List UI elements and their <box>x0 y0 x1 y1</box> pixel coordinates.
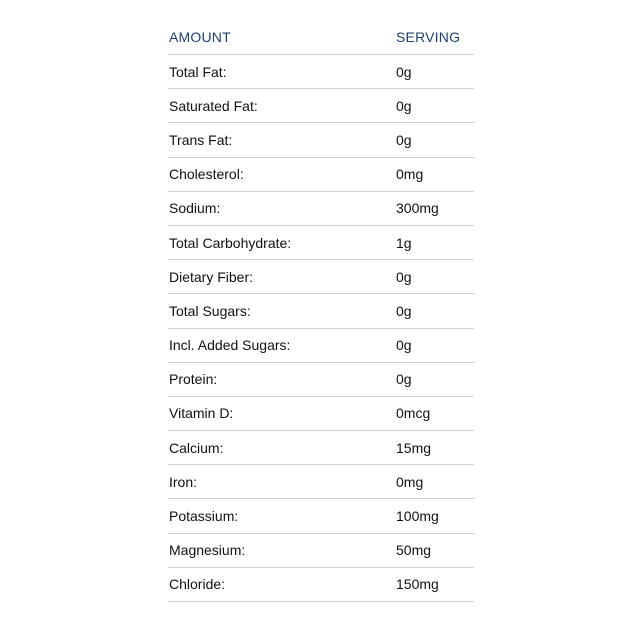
nutrient-value: 300mg <box>396 200 439 217</box>
amount-header: AMOUNT <box>169 29 231 45</box>
nutrient-label: Magnesium: <box>169 542 246 559</box>
table-row <box>168 329 474 363</box>
nutrient-label: Protein: <box>169 371 218 388</box>
serving-header: SERVING <box>396 29 461 45</box>
nutrient-value: 15mg <box>396 439 432 456</box>
table-row <box>168 158 474 192</box>
nutrient-value: 0g <box>396 131 412 148</box>
nutrient-label: Trans Fat: <box>169 131 233 148</box>
nutrient-label: Saturated Fat: <box>169 97 258 114</box>
nutrient-value: 0g <box>396 371 412 388</box>
nutrient-value: 0g <box>396 63 412 80</box>
table-row <box>168 568 474 602</box>
nutrient-value: 0g <box>396 268 412 285</box>
table-row <box>168 534 474 568</box>
nutrient-value: 1g <box>396 234 412 251</box>
nutrient-value: 0mg <box>396 473 424 490</box>
nutrient-label: Chloride: <box>169 576 226 593</box>
nutrient-value: 0g <box>396 337 412 354</box>
nutrition-table <box>168 20 474 602</box>
table-row <box>168 260 474 294</box>
table-row <box>168 123 474 157</box>
nutrient-label: Sodium: <box>169 200 221 217</box>
nutrient-value: 100mg <box>396 508 439 525</box>
nutrient-value: 150mg <box>396 576 439 593</box>
nutrient-value: 0g <box>396 97 412 114</box>
nutrient-value: 0g <box>396 302 412 319</box>
nutrient-value: 50mg <box>396 542 432 559</box>
table-row <box>168 499 474 533</box>
table-body <box>168 55 474 602</box>
nutrient-label: Iron: <box>169 473 198 490</box>
table-row <box>168 89 474 123</box>
nutrient-value: 0mcg <box>396 405 431 422</box>
table-row <box>168 397 474 431</box>
table-header <box>168 20 474 55</box>
nutrient-label: Vitamin D: <box>169 405 234 422</box>
table-row <box>168 226 474 260</box>
nutrient-label: Potassium: <box>169 508 239 525</box>
table-row <box>168 465 474 499</box>
nutrient-label: Total Fat: <box>169 63 227 80</box>
table-row <box>168 431 474 465</box>
nutrient-label: Total Sugars: <box>169 302 251 319</box>
table-row <box>168 294 474 328</box>
nutrient-label: Incl. Added Sugars: <box>169 337 291 354</box>
nutrient-label: Total Carbohydrate: <box>169 234 292 251</box>
nutrient-label: Calcium: <box>169 439 224 456</box>
nutrient-value: 0mg <box>396 166 424 183</box>
table-row <box>168 363 474 397</box>
nutrient-label: Cholesterol: <box>169 166 244 183</box>
table-row <box>168 55 474 89</box>
table-row <box>168 192 474 226</box>
nutrient-label: Dietary Fiber: <box>169 268 254 285</box>
